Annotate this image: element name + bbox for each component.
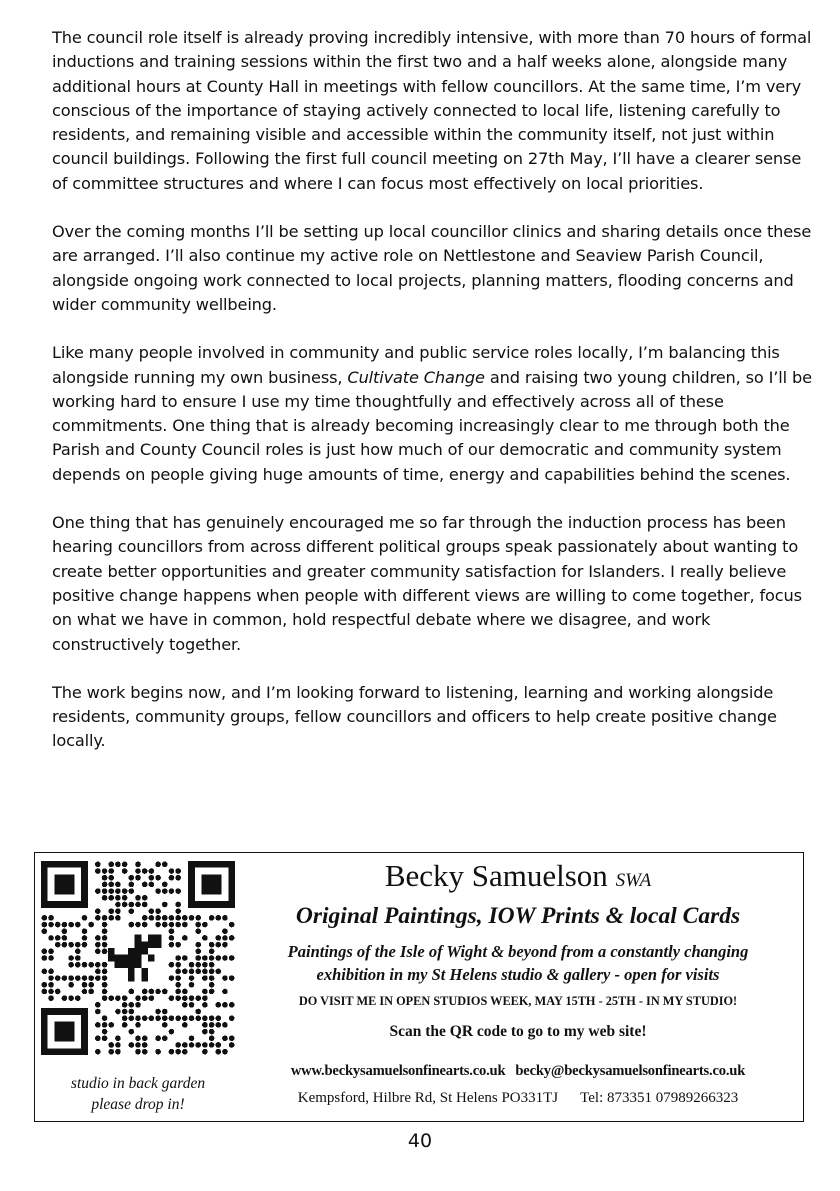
address-line — [235, 1088, 801, 1108]
scan-instruction: Scan the QR code to go to my web site! — [389, 1023, 647, 1040]
studio-note-line: studio in back garden — [70, 1075, 206, 1092]
phone-numbers: Tel: 873351 07989266323 — [580, 1090, 739, 1106]
open-studios-notice: DO VISIT ME IN OPEN STUDIOS WEEK, MAY 15TH - 25TH - IN MY STUDIO! — [298, 994, 738, 1008]
article-paragraph: Over the coming months I’ll be setting up local councillor clinics and sharing details once these are arranged. I’ll also continue my active role on Nettlestone and Seaview Parish Council, alongside ongoing work connected to local projects, planning matters, flooding concerns and wider community wellbeing. — [52, 222, 812, 314]
ad-description — [235, 940, 801, 986]
artist-suffix: SWA — [615, 870, 652, 891]
website-link[interactable]: www.beckysamuelsonfinearts.co.uk — [290, 1063, 506, 1079]
studio-note-line: please drop in! — [91, 1096, 185, 1113]
article-paragraph: The council role itself is already proving incredibly intensive, with more than 70 hours of formal inductions and training sessions within the first two and a half weeks alone, alongside many additional hours at County Hall in meetings with fellow councillors. At the same time, I’m very conscious of the importance of staying actively connected to local life, listening carefully to residents, and remaining visible and accessible within the community itself, not just within council buildings. Following the first full council meeting on 27th May, I’ll have a clearer sense of committee structures and where I can focus most effectively on local priorities. — [52, 28, 812, 193]
ad-description-line: exhibition in my St Helens studio & gallery - open for visits — [316, 965, 720, 984]
article-body — [52, 26, 812, 778]
studio-note — [41, 1073, 235, 1115]
address: Kempsford, Hilbre Rd, St Helens PO331TJ — [297, 1090, 559, 1106]
page-number: 40 — [407, 1130, 433, 1152]
email-link[interactable]: becky@beckysamuelsonfinearts.co.uk — [515, 1063, 746, 1079]
artist-name — [235, 857, 801, 900]
advertisement-box — [34, 852, 804, 1122]
advertisement-text — [235, 853, 801, 1108]
ad-headline: Original Paintings, IOW Prints & local Cards — [295, 903, 741, 929]
article-paragraph — [52, 341, 812, 487]
article-paragraph: The work begins now, and I’m looking forward to listening, learning and working alongside residents, community groups, fellow councillors and officers to help create positive change locally. — [52, 682, 777, 751]
artist-name-text: Becky Samuelson — [384, 858, 608, 893]
article-text: and raising two young children, so I’ll be working hard to ensure I use my time thoughtfully and effectively across all of these commitments. One thing that is already becoming increasingly clear to me through both the Parish and County Council roles is just how much of our democratic and community system depends on people giving huge amounts of time, energy and capabilities behind the scenes. — [52, 367, 812, 484]
contact-line — [235, 1061, 801, 1081]
qr-code-icon[interactable] — [41, 861, 235, 1055]
ad-description-line: Paintings of the Isle of Wight & beyond from a constantly changing — [287, 942, 749, 961]
article-paragraph: One thing that has genuinely encouraged me so far through the induction process has been hearing councillors from across different political groups speak passionately about wanting to create better opportunities and greater community satisfaction for Islanders. I really believe positive change happens when people with different views are willing to come together, focus on what we have in common, hold respectful debate where we disagree, and work constructively together. — [52, 513, 802, 654]
business-name: Cultivate Change — [347, 367, 485, 387]
article-text: Like many people involved in community and public service roles locally, I’m balancing this alongside running my own business, — [52, 343, 780, 387]
